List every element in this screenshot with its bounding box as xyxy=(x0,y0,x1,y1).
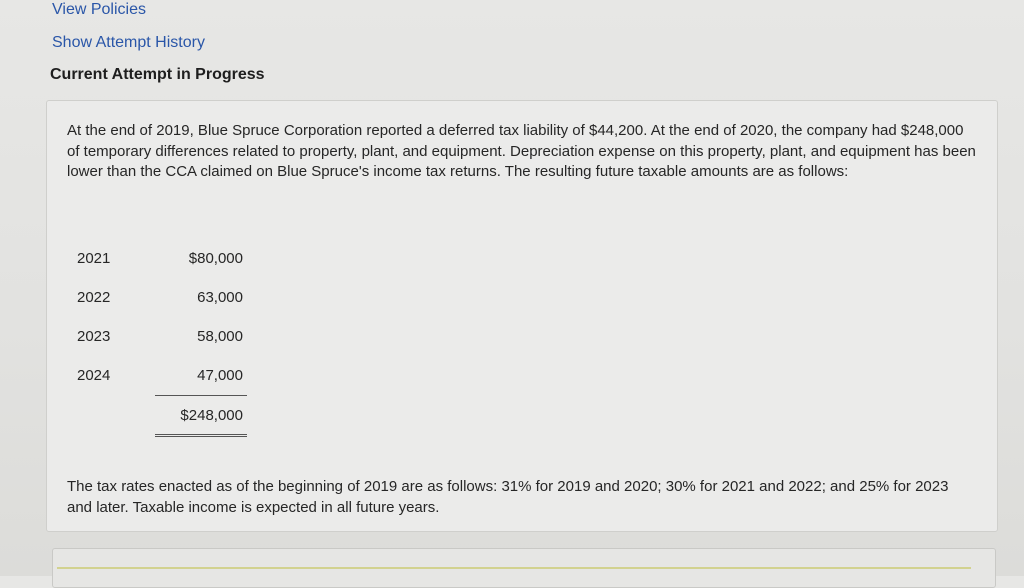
tax-rates-text: The tax rates enacted as of the beginning of 2019 are as follows: 31% for 2019 and 2020; 30% for 2021 and 2022; and 25% for 2023 and later. Taxable income is expected in all future years. xyxy=(67,478,949,516)
table-row xyxy=(67,278,247,317)
question-intro-text: At the end of 2019, Blue Spruce Corporation reported a deferred tax liability of $44,200. At the end of 2020, the company had $248,000 of temporary differences related to property, plant, and equipment. Depreciation expense on this property, plant, and equipment has been lower than the CCA claimed on Blue Spruce's income tax returns. The resulting future taxable amounts are as follows: xyxy=(67,122,976,180)
view-policies-link[interactable]: View Policies xyxy=(52,1,146,18)
total-row xyxy=(67,396,247,436)
answer-section-top-border xyxy=(57,567,971,581)
current-attempt-heading: Current Attempt in Progress xyxy=(50,66,265,83)
table-row xyxy=(67,239,247,278)
show-attempt-history-link[interactable]: Show Attempt History xyxy=(52,34,205,51)
future-taxable-amounts-table xyxy=(67,239,247,437)
answer-section xyxy=(52,548,996,588)
total-amount-cell: $248,000 xyxy=(155,396,247,436)
amount-cell: 63,000 xyxy=(197,289,243,306)
amount-cell: 58,000 xyxy=(197,328,243,345)
table-row xyxy=(67,317,247,356)
year-cell: 2024 xyxy=(77,367,111,385)
year-cell: 2023 xyxy=(77,328,111,345)
amount-cell: 47,000 xyxy=(197,367,243,384)
total-label-cell xyxy=(67,396,155,436)
question-card xyxy=(46,100,998,532)
amount-cell: $80,000 xyxy=(188,250,243,267)
year-cell: 2021 xyxy=(77,250,111,267)
table-row xyxy=(67,356,247,396)
year-cell: 2022 xyxy=(77,289,111,306)
